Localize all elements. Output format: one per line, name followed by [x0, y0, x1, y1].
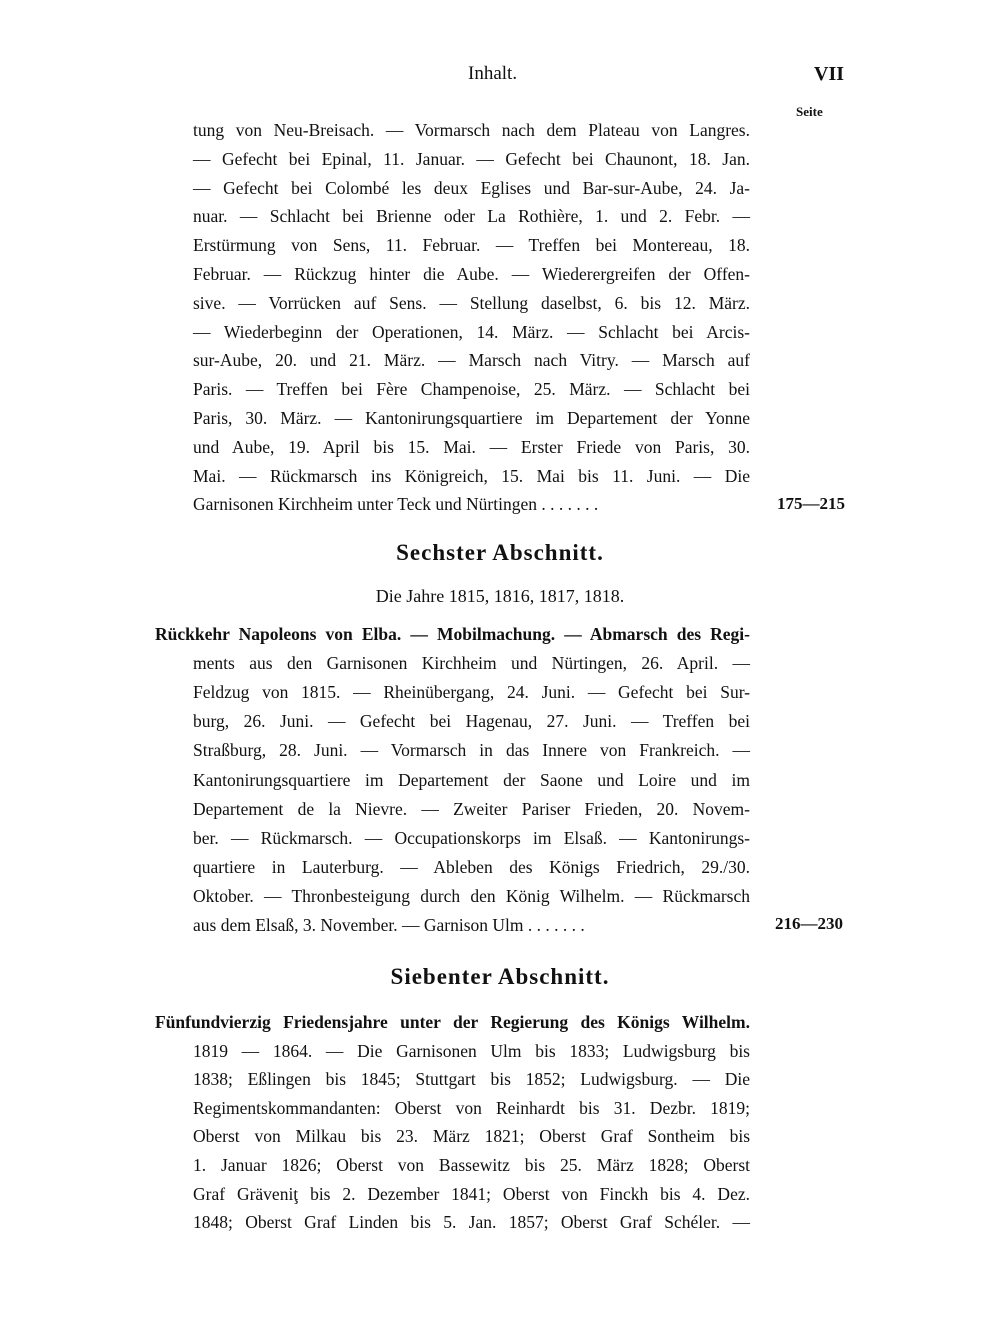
- toc-line: Regimentskommandanten: Oberst von Reinhardt bis 31. Dezbr. 1819;: [193, 1097, 750, 1118]
- toc-line: Rückkehr Napoleons von Elba. — Mobilmachung. — Abmarsch des Regi-: [155, 624, 750, 644]
- toc-line: Fünfundvierzig Friedensjahre unter der Regierung des Königs Wilhelm.: [155, 1012, 750, 1032]
- toc-line: burg, 26. Juni. — Gefecht bei Hagenau, 27. Juni. — Treffen bei: [193, 711, 750, 732]
- toc-line: — Wiederbeginn der Operationen, 14. März. — Schlacht bei Arcis-: [193, 321, 750, 342]
- toc-line: Oktober. — Thronbesteigung durch den König Wilhelm. — Rückmarsch: [193, 885, 750, 906]
- page-number: VII: [814, 63, 845, 85]
- toc-line: sur-Aube, 20. und 21. März. — Marsch nach Vitry. — Marsch auf: [193, 350, 750, 371]
- toc-line: Mai. — Rückmarsch ins Königreich, 15. Mai bis 11. Juni. — Die: [193, 465, 750, 486]
- toc-line: sive. — Vorrücken auf Sens. — Stellung daselbst, 6. bis 12. März.: [193, 292, 750, 313]
- page-range: 175—215: [777, 494, 845, 513]
- toc-line: — Gefecht bei Colombé les deux Eglises und Bar-sur-Aube, 24. Ja-: [193, 177, 750, 198]
- toc-line: Straßburg, 28. Juni. — Vormarsch in das Innere von Frankreich. —: [193, 740, 750, 761]
- toc-line: Oberst von Milkau bis 23. März 1821; Oberst Graf Sontheim bis: [193, 1126, 750, 1147]
- section-title: Siebenter Abschnitt.: [390, 964, 610, 989]
- toc-line: Erstürmung von Sens, 11. Februar. — Treffen bei Montereau, 18.: [193, 235, 750, 256]
- section-title: Sechster Abschnitt.: [396, 540, 604, 565]
- toc-line: Paris. — Treffen bei Fère Champenoise, 25. März. — Schlacht bei: [193, 379, 750, 400]
- toc-line: Departement de la Nievre. — Zweiter Pariser Frieden, 20. Novem-: [193, 798, 750, 819]
- toc-line: Kantonirungsquartiere im Departement der Saone und Loire und im: [193, 769, 750, 790]
- toc-line: ber. — Rückmarsch. — Occupationskorps im Elsaß. — Kantonirungs-: [193, 827, 750, 848]
- toc-line: 1838; Eßlingen bis 1845; Stuttgart bis 1852; Ludwigsburg. — Die: [193, 1069, 750, 1090]
- toc-line: Feldzug von 1815. — Rheinübergang, 24. Juni. — Gefecht bei Sur-: [193, 682, 750, 703]
- toc-line: Garnisonen Kirchheim unter Teck und Nürtingen . . . . . . .: [193, 494, 599, 515]
- toc-line: 1848; Oberst Graf Linden bis 5. Jan. 1857; Oberst Graf Schéler. —: [193, 1212, 750, 1233]
- toc-line: tung von Neu-Breisach. — Vormarsch nach dem Plateau von Langres.: [193, 120, 750, 140]
- toc-line: und Aube, 19. April bis 15. Mai. — Erster Friede von Paris, 30.: [193, 436, 750, 457]
- column-label-seite: Seite: [796, 104, 823, 119]
- toc-line: ments aus den Garnisonen Kirchheim und Nürtingen, 26. April. —: [193, 653, 750, 674]
- running-header-title: Inhalt.: [468, 63, 518, 84]
- toc-line: quartiere in Lauterburg. — Ableben des Königs Friedrich, 29./30.: [193, 856, 750, 877]
- toc-line: Februar. — Rückzug hinter die Aube. — Wiederergreifen der Offen-: [193, 264, 750, 284]
- toc-line: Paris, 30. März. — Kantonirungsquartiere im Departement der Yonne: [193, 408, 750, 428]
- toc-line: nuar. — Schlacht bei Brienne oder La Rothière, 1. und 2. Febr. —: [193, 206, 750, 227]
- toc-line: aus dem Elsaß, 3. November. — Garnison Ulm . . . . . . .: [193, 915, 585, 935]
- toc-line: 1819 — 1864. — Die Garnisonen Ulm bis 1833; Ludwigsburg bis: [193, 1040, 750, 1061]
- toc-line: Graf Gräveniţ bis 2. Dezember 1841; Oberst von Finckh bis 4. Dez.: [193, 1183, 750, 1204]
- toc-line: — Gefecht bei Epinal, 11. Januar. — Gefecht bei Chaunont, 18. Jan.: [193, 148, 750, 169]
- toc-line: 1. Januar 1826; Oberst von Bassewitz bis 25. März 1828; Oberst: [193, 1155, 750, 1175]
- section-subtitle: Die Jahre 1815, 1816, 1817, 1818.: [375, 586, 625, 606]
- page-range: 216—230: [775, 914, 843, 933]
